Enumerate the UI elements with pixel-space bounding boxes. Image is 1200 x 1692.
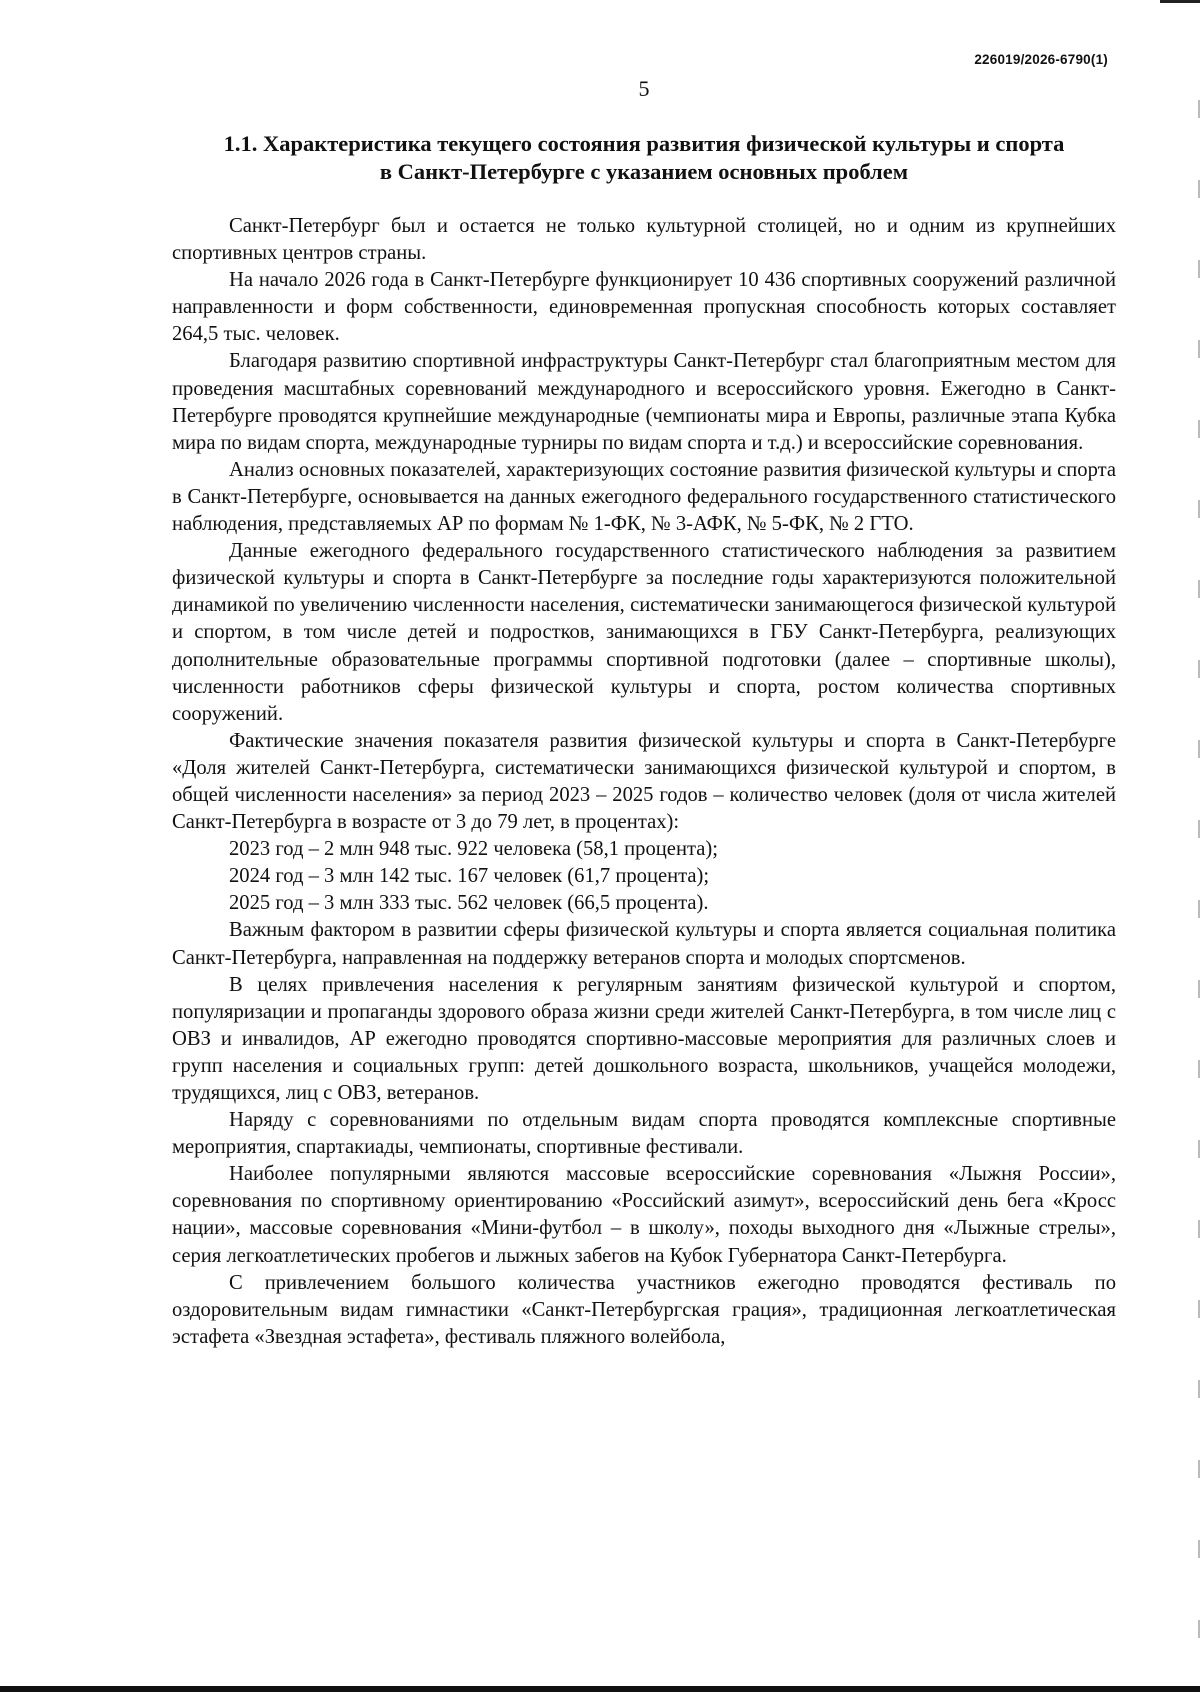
paragraph: На начало 2026 года в Санкт-Петербурге функционирует 10 436 спортивных сооружений различной направленности и форм собственности, единовременная пропускная способность которых составляет 264,5 тыс. человек. (172, 269, 1116, 346)
paragraph: Наряду с соревнованиями по отдельным видам спорта проводятся комплексные спортивные мероприятия, спартакиады, чемпионаты, спортивные фестивали. (172, 1109, 1116, 1159)
section-title-line-2: в Санкт-Петербурге с указанием основных проблем (379, 159, 909, 184)
paragraph: В целях привлечения населения к регулярным занятиям физической культурой и спортом, популяризации и пропаганды здорового образа жизни среди жителей Санкт-Петербурга, в том числе лиц с ОВЗ и инвалидов, АР ежегодно проводятся спортивно-массовые мероприятия для различных слоев и групп населения и социальных групп: детей дошкольного возраста, школьников, учащейся молодежи, трудящихся, лиц с ОВЗ, ветеранов. (172, 973, 1116, 1104)
scan-artifact-top (1160, 0, 1200, 3)
stats-line-2024: 2024 год – 3 млн 142 тыс. 167 человек (61,7 процента); (229, 865, 710, 888)
section-title-line-1: 1.1. Характеристика текущего состояния развития физической культуры и спорта (223, 131, 1065, 156)
page-number: 5 (638, 76, 650, 101)
paragraph: Наиболее популярными являются массовые всероссийские соревнования «Лыжня России», соревнования по спортивному ориентированию «Российский азимут», всероссийский день бега «Кросс нации», массовые соревнования «Мини-футбол – в школу», походы выходного дня «Лыжные стрелы», серия легкоатлетических пробегов и лыжных забегов на Кубок Губернатора Санкт-Петербурга. (172, 1163, 1116, 1267)
paragraph: Важным фактором в развитии сферы физической культуры и спорта является социальная политика Санкт-Петербурга, направленная на поддержку ветеранов спорта и молодых спортсменов. (172, 919, 1116, 969)
stats-line-2025: 2025 год – 3 млн 333 тыс. 562 человек (66,5 процента). (229, 892, 709, 915)
paragraph: Фактические значения показателя развития физической культуры и спорта в Санкт-Петербурге «Доля жителей Санкт-Петербурга, систематически занимающихся физической культурой и спортом, в общей численности населения» за период 2023 – 2025 годов – количество человек (доля от числа жителей Санкт-Петербурга в возрасте от 3 до 79 лет, в процентах): (172, 729, 1116, 834)
scan-artifact-bottom-edge (0, 1686, 1200, 1692)
paragraph: Санкт-Петербург был и остается не только культурной столицей, но и одним из крупнейших спортивных центров страны. (172, 215, 1116, 265)
stats-line-2023: 2023 год – 2 млн 948 тыс. 922 человека (58,1 процента); (229, 838, 718, 861)
paragraph: С привлечением большого количества участников ежегодно проводятся фестиваль по оздоровительным видам гимнастики «Санкт-Петербургская грация», традиционная легкоатлетическая эстафета «Звездная эстафета», фестиваль пляжного волейбола, (172, 1271, 1116, 1348)
document-id: 226019/2026-6790(1) (974, 52, 1108, 67)
body-text (172, 213, 1116, 1351)
section-title (172, 130, 1116, 186)
paragraph: Благодаря развитию спортивной инфраструктуры Санкт-Петербург стал благоприятным местом для проведения масштабных соревнований международного и всероссийского уровня. Ежегодно в Санкт-Петербурге проводятся крупнейшие международные (чемпионаты мира и Европы, различные этапа Кубка мира по видам спорта, международные турниры по видам спорта и т.д.) и всероссийские соревнования. (172, 350, 1116, 454)
paragraph: Данные ежегодного федерального государственного статистического наблюдения за развитием физической культуры и спорта в Санкт-Петербурге за последние годы характеризуются положительной динамикой по увеличению численности населения, систематически занимающегося физической культурой и спортом, в том числе детей и подростков, занимающихся в ГБУ Санкт-Петербурга, реализующих дополнительные образовательные программы спортивной подготовки (далее – спортивные школы), численности работников сферы физической культуры и спорта, ростом количества спортивных сооружений. (172, 540, 1116, 725)
paragraph: Анализ основных показателей, характеризующих состояние развития физической культуры и спорта в Санкт-Петербурге, основывается на данных ежегодного федерального государственного статистического наблюдения, представляемых АР по формам № 1-ФК, № 3-АФК, № 5-ФК, № 2 ГТО. (172, 458, 1116, 536)
